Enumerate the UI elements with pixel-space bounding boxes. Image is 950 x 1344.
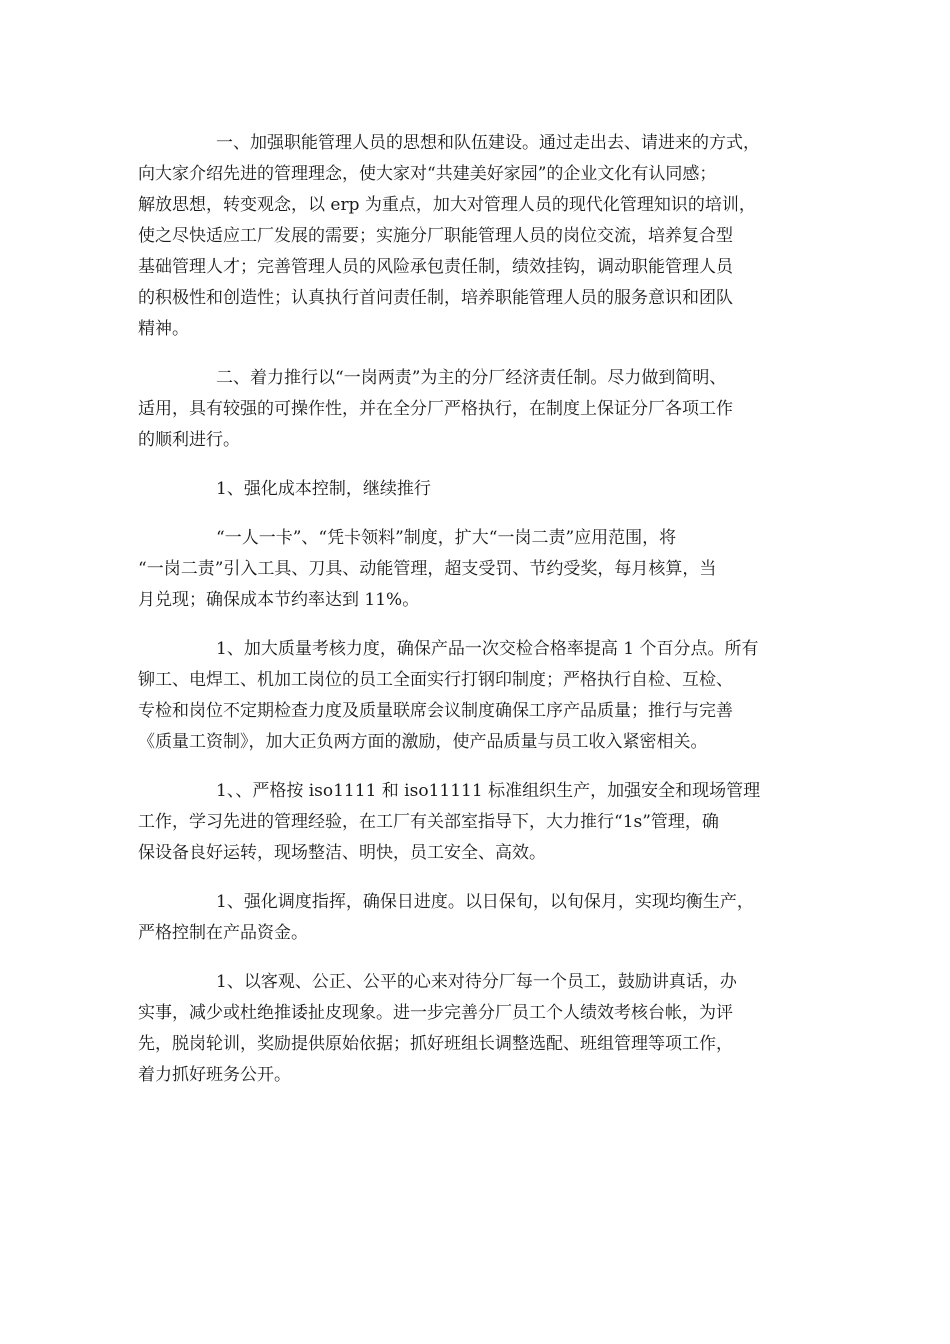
- paragraph-scheduling: [138, 887, 810, 949]
- text-line: 1、强化成本控制，继续推行: [216, 479, 431, 499]
- text-line: 《质量工资制》，加大正负两方面的激励，使产品质量与员工收入紧密相关。: [138, 732, 708, 752]
- text-line: “一岗二责”引入工具、刀具、动能管理，超支受罚、节约受奖，每月核算，当: [138, 559, 717, 579]
- paragraph-iso-standards: [138, 776, 810, 869]
- text-line: 使之尽快适应工厂发展的需要；实施分厂职能管理人员的岗位交流，培养复合型: [138, 226, 733, 246]
- text-line: 一、加强职能管理人员的思想和队伍建设。通过走出去、请进来的方式，: [216, 133, 760, 153]
- text-line: 基础管理人才；完善管理人员的风险承包责任制，绩效挂钩，调动职能管理人员: [138, 257, 733, 277]
- text-line: 的积极性和创造性；认真执行首问责任制，培养职能管理人员的服务意识和团队: [138, 288, 733, 308]
- text-line: 1、强化调度指挥，确保日进度。以日保旬，以旬保月，实现均衡生产，: [216, 892, 754, 912]
- paragraph-fairness: [138, 967, 810, 1091]
- text-line: 1、、严格按 iso1111 和 iso11111 标准组织生产，加强安全和现场管理: [216, 781, 761, 801]
- paragraph-cost-control-heading: [138, 474, 810, 505]
- text-line: 严格控制在产品资金。: [138, 923, 308, 943]
- paragraph-staff-building: [138, 128, 810, 345]
- paragraph-responsibility-system: [138, 363, 810, 456]
- document-body: [138, 128, 810, 1109]
- text-line: 保设备良好运转，现场整洁、明快，员工安全、高效。: [138, 843, 546, 863]
- text-line: 月兑现；确保成本节约率达到 11%。: [138, 590, 420, 610]
- text-line: 铆工、电焊工、机加工岗位的员工全面实行打钢印制度；严格执行自检、互检、: [138, 670, 733, 690]
- text-line: 1、加大质量考核力度，确保产品一次交检合格率提高 1 个百分点。所有: [216, 639, 759, 659]
- text-line: 着力抓好班务公开。: [138, 1065, 291, 1085]
- paragraph-quality-assessment: [138, 634, 810, 758]
- text-line: 解放思想，转变观念，以 erp 为重点，加大对管理人员的现代化管理知识的培训，: [138, 195, 756, 215]
- text-line: 二、着力推行以“一岗两责”为主的分厂经济责任制。尽力做到简明、: [216, 368, 727, 388]
- paragraph-card-system: [138, 523, 810, 616]
- text-line: 先，脱岗轮训，奖励提供原始依据；抓好班组长调整选配、班组管理等项工作，: [138, 1034, 733, 1054]
- text-line: 工作，学习先进的管理经验，在工厂有关部室指导下，大力推行“1s”管理，确: [138, 812, 719, 832]
- text-line: 适用，具有较强的可操作性，并在全分厂严格执行，在制度上保证分厂各项工作: [138, 399, 733, 419]
- text-line: 的顺利进行。: [138, 430, 240, 450]
- text-line: 1、以客观、公正、公平的心来对待分厂每一个员工，鼓励讲真话，办: [216, 972, 737, 992]
- text-line: 向大家介绍先进的管理理念，使大家对“共建美好家园”的企业文化有认同感；: [138, 164, 717, 184]
- text-line: “一人一卡”、“凭卡领料”制度，扩大“一岗二责”应用范围，将: [216, 528, 677, 548]
- text-line: 实事，减少或杜绝推诿扯皮现象。进一步完善分厂员工个人绩效考核台帐，为评: [138, 1003, 733, 1023]
- text-line: 精神。: [138, 319, 189, 339]
- text-line: 专检和岗位不定期检查力度及质量联席会议制度确保工序产品质量；推行与完善: [138, 701, 733, 721]
